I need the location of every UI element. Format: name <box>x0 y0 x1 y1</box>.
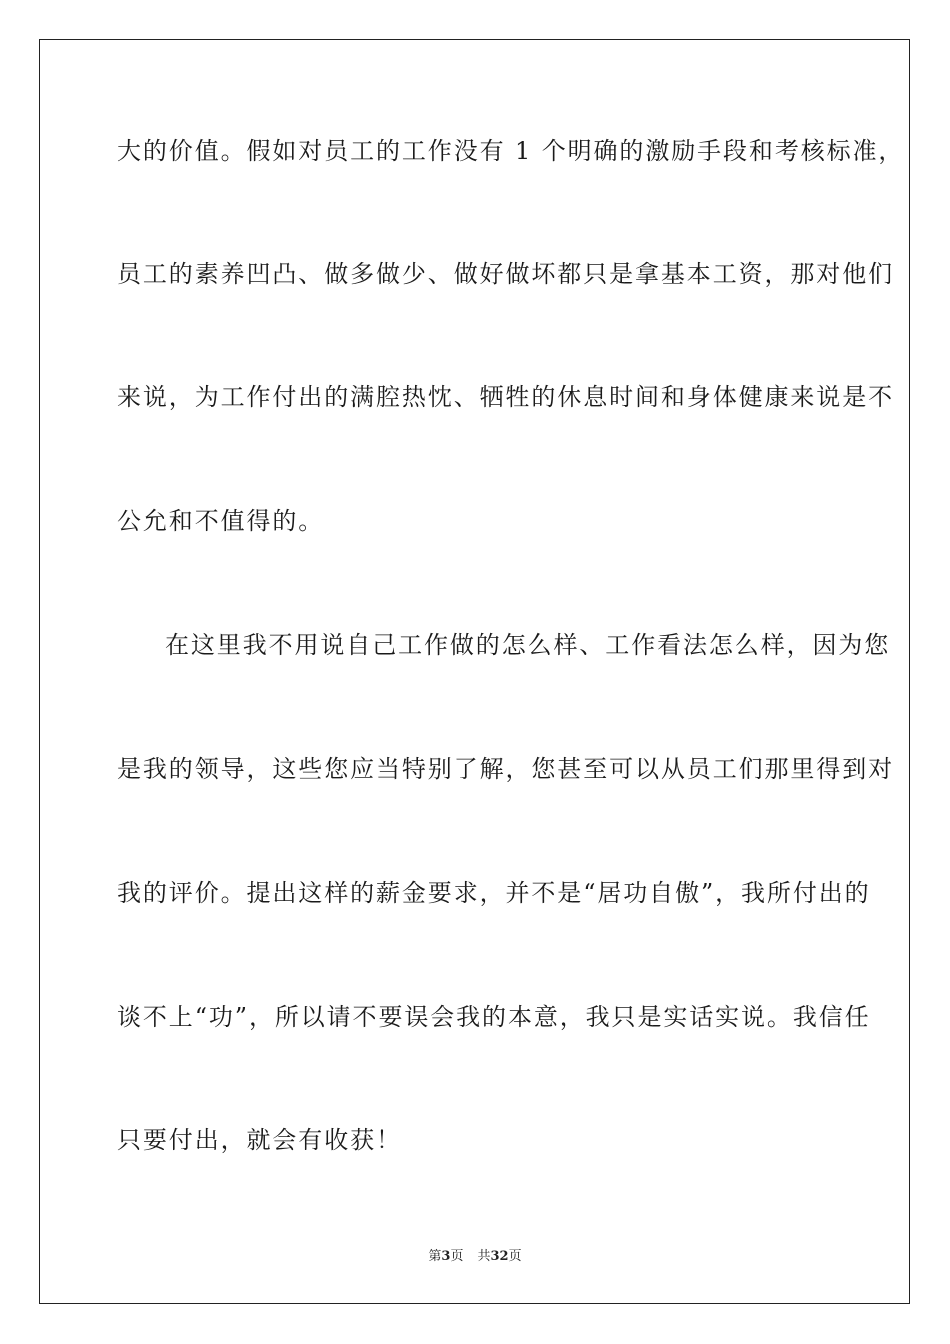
total-pages-number: 32 <box>490 1249 509 1264</box>
text-line-4: 公允和不值得的。 <box>117 507 325 535</box>
page-border <box>39 39 910 1304</box>
text-line-3: 来说，为工作付出的满腔热忱、牺牲的休息时间和身体健康来说是不 <box>117 383 894 411</box>
page-suffix: 页 <box>450 1249 464 1264</box>
text-line-2: 员工的素养凹凸、做多做少、做好做坏都只是拿基本工资，那对他们 <box>117 260 894 288</box>
text-line-5-paragraph-start: 在这里我不用说自己工作做的怎么样、工作看法怎么样，因为您 <box>165 631 891 659</box>
current-page-number: 3 <box>441 1249 451 1264</box>
text-line-9: 只要付出，就会有收获！ <box>117 1126 402 1154</box>
text-line-7: 我的评价。提出这样的薪金要求，并不是“居功自傲”，我所付出的 <box>117 879 871 907</box>
text-line-1: 大的价值。假如对员工的工作没有 1 个明确的激励手段和考核标准， <box>117 137 905 165</box>
page-footer <box>0 1248 950 1266</box>
text-line-8: 谈不上“功”，所以请不要误会我的本意，我只是实话实说。我信任 <box>117 1003 871 1031</box>
page-prefix: 第 <box>428 1249 442 1264</box>
text-line-6: 是我的领导，这些您应当特别了解，您甚至可以从员工们那里得到对 <box>117 755 894 783</box>
total-suffix: 页 <box>508 1249 522 1264</box>
total-prefix: 共 <box>477 1249 491 1264</box>
